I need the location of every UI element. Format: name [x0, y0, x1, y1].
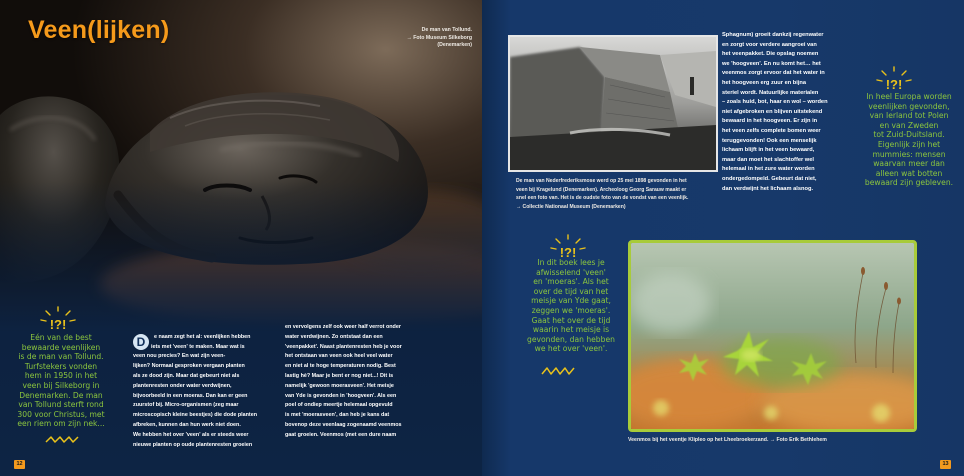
svg-text:!?!: !?! — [49, 317, 67, 332]
info-note-right: In heel Europa worden veenlijken gevonden, van Ierland tot Polen en van Zweden tot Zuid-Duitsland. Eigenlijk zijn het mummies: mensen waarvan meer dan alleen wat botten bewaard zijn gebleven. — [864, 92, 954, 188]
photo-caption-moss: Veenmos bij het veentje Klipleo op het Lheebroekerzand. → Foto Erik Bethlehem — [628, 437, 827, 443]
body-column-1 — [133, 323, 279, 450]
page-title: Veen(lijken) — [28, 16, 170, 44]
body-column-1-text: e naam zegt het al: veenlijken hebben iets met 'veen' te maken. Maar wat is veen nou precies? En wat zijn veen- lijken? Normaal gesproken vergaan planten als ze dood zijn. Maar dat gebeurt niet als plantenresten onder water verdwijnen, bijvoorbeeld in een moeras. Dan kan er geen zuurstof bij. Micro-organismen (zeg maar microscopisch kleine beestjes) die dode planten afbreken, kunnen dan hun werk niet doen. We hebben het over 'veen' als er steeds weer nieuwe planten op oude plantenresten groeien — [133, 333, 258, 448]
photo-caption-tollund: De man van Tollund. → Foto Museum Silkeborg (Denemarken) — [406, 27, 472, 49]
page-number-left: 12 — [14, 460, 25, 469]
info-note-middle: In dit boek lees je afwisselend 'veen' en 'moeras'. Als het over de tijd van het meisje van Yde gaat, zeggen we 'moeras'. Gaat het over de tijd waarin het meisje is gevonden, dan hebben we het over 'veen'. — [527, 258, 615, 354]
squiggle-icon — [540, 365, 576, 377]
page-number-right: 13 — [940, 460, 951, 469]
squiggle-icon — [44, 434, 80, 444]
info-note-left: Eén van de best bewaarde veenlijken is de man van Tollund. Turfstekers vonden hem in 1950 in het veen bij Silkeborg in Denemarken. De man van Tollund sterft rond 300 voor Christus, met een riem om zijn nek... — [17, 333, 105, 429]
body-column-3: Sphagnum) groeit dankzij regenwater en zorgt voor verdere aangroei van het veenpakket. Die opslag noemen we 'hoogveen'. En nu komt het… het veenmos zorgt ervoor dat het water in het hoogveen erg zuur en bijna steriel wordt. Natuurlijke materialen – zoals huid, bot, haar en wol – worden niet afgebroken en blijven uitstekend bewaard in het hoogveen. Er zijn in het veen zelfs complete bomen weer teruggevonden! Ook een menselijk lichaam blijft in het veen bewaard, maar dan moet het slachtoffer wel helemaal in het zure water worden ondergedompeld. Gebeurt dat niet, dan verdwijnt het lichaam alsnog. — [722, 32, 828, 192]
photo-caption-excavation: De man van Nederfrederiksmose werd op 25 mei 1898 gevonden in het veen bij Kragelund (Denemarken). Archeoloog Georg Sarauw maakt er snel een foto van. Het is de oudste foto van de vondst van een veenlijk. → Collectie Nationaal Museum (Denemarken) — [516, 178, 689, 210]
svg-text:!?!: !?! — [559, 245, 577, 260]
exclamation-question-icon — [874, 66, 914, 92]
bog-excavation-photo — [508, 35, 718, 172]
body-column-2: en vervolgens zelf ook weer half verrot onder water verdwijnen. Zo ontstaat dan een 'veenpakket'. Naast plantenresten heb je voor het ontstaan van veen ook heel veel water en niet al te hoge temperaturen nodig. Best lastig hè? Maar je bent er nog niet...! Dit is namelijk 'gewoon moerasveen'. Het meisje van Yde is gevonden in 'hoogveen'. Als een poel of ondiep meertje helemaal opgevuld is met 'moerasveen', dan heb je kans dat bovenop deze veenlaag zogenaamd veenmos gaat groeien. Veenmos (met een dure naam — [285, 324, 402, 438]
svg-text:!?!: !?! — [885, 77, 903, 92]
peat-moss-photo — [628, 240, 917, 432]
exclamation-question-icon — [548, 234, 588, 260]
exclamation-question-icon — [38, 306, 78, 332]
drop-cap: D — [133, 334, 149, 350]
